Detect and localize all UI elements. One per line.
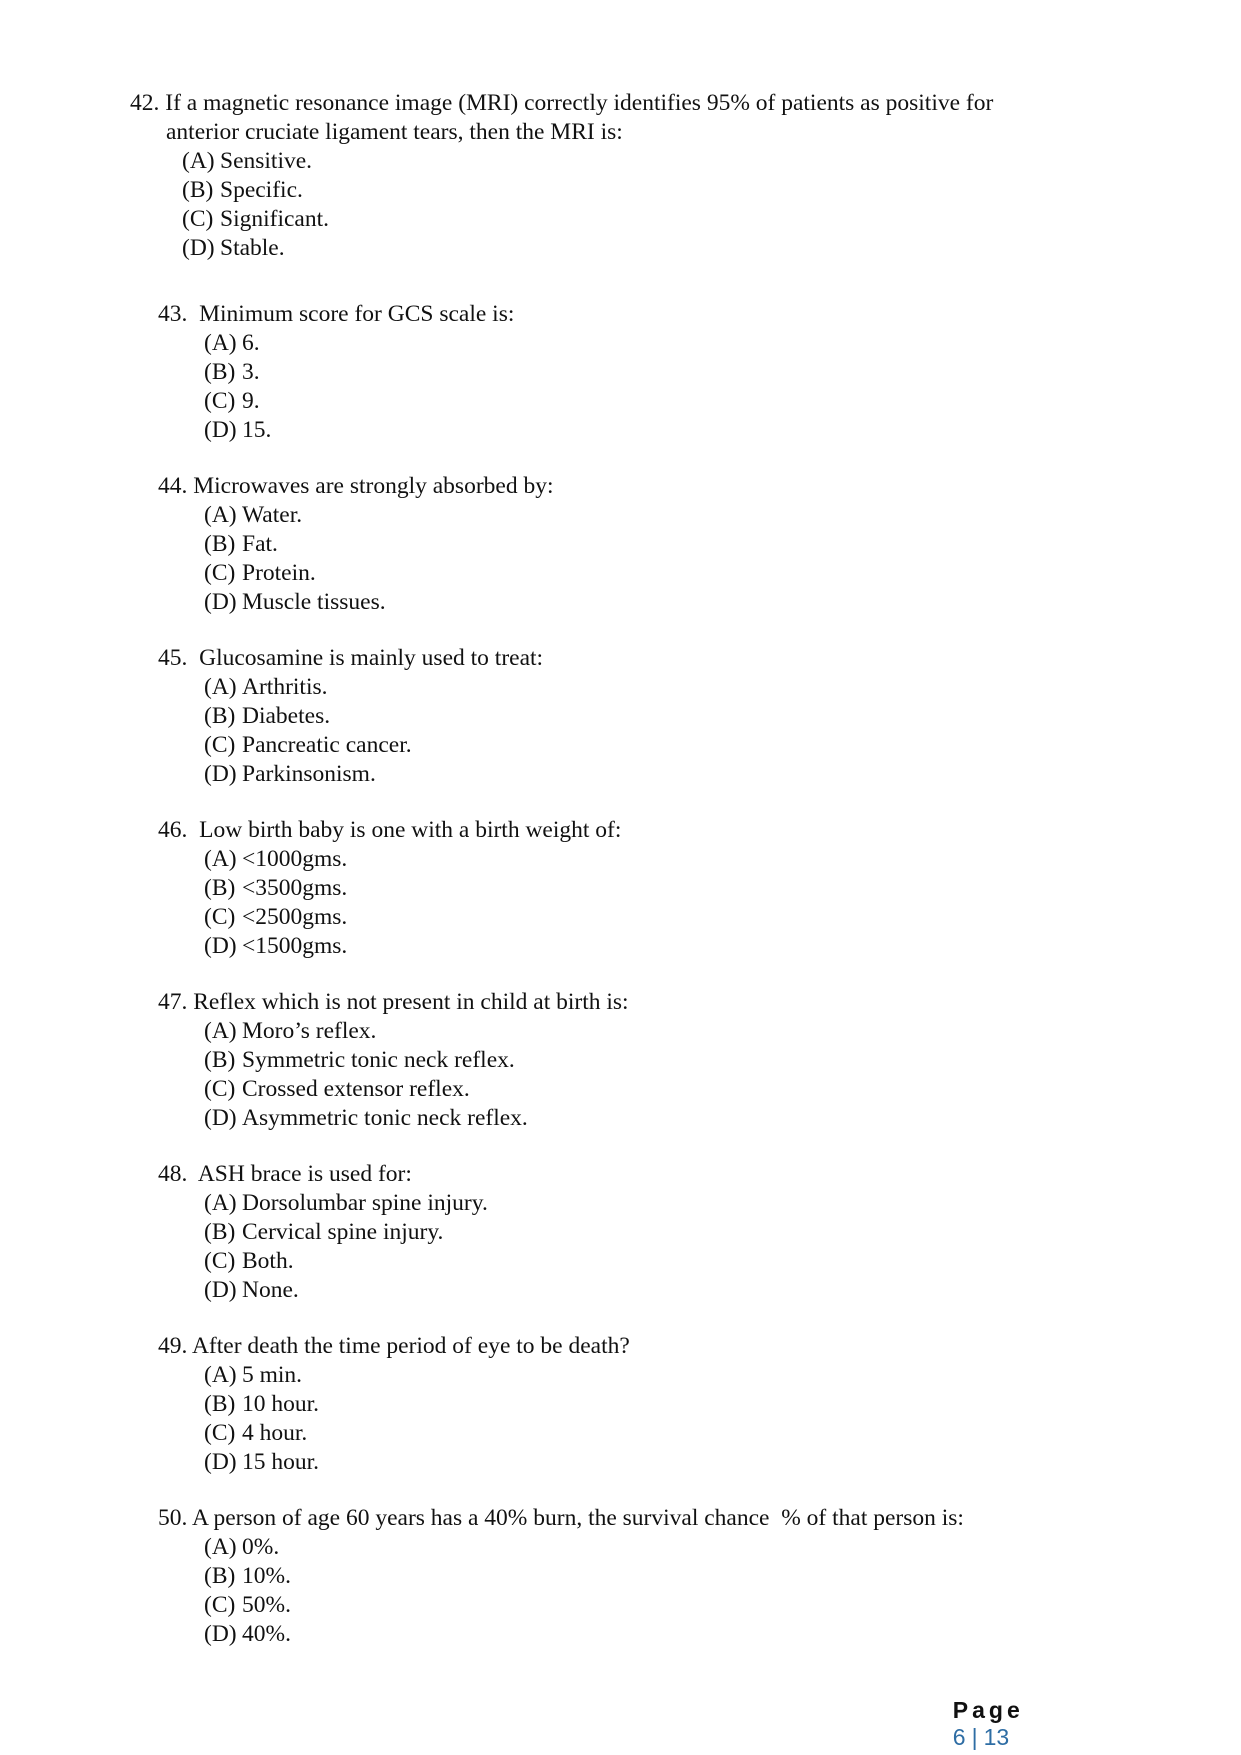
option-text: 15 hour. [242, 1449, 320, 1475]
option-text: <2500gms. [242, 904, 348, 930]
option-letter: (A) [204, 330, 237, 356]
option-letter: (A) [204, 1534, 237, 1560]
option-b [204, 1562, 964, 1591]
option-text: Stable. [220, 235, 285, 261]
option-text: 50%. [242, 1592, 291, 1618]
question-45 [158, 644, 543, 789]
option-text: Diabetes. [242, 703, 331, 729]
option-letter: (C) [204, 1592, 236, 1618]
option-letter: (C) [204, 388, 236, 414]
question-47 [158, 988, 629, 1133]
option-text: Cervical spine injury. [242, 1219, 444, 1245]
option-c [204, 387, 514, 416]
option-text: 9. [242, 388, 260, 414]
option-text: 10%. [242, 1563, 291, 1589]
option-text: Specific. [220, 177, 303, 203]
option-text: Both. [242, 1248, 294, 1274]
option-a [204, 1361, 630, 1390]
option-b [204, 702, 543, 731]
question-stem: 46. Low birth baby is one with a birth weight of: [158, 817, 622, 843]
option-letter: (B) [204, 1047, 236, 1073]
question-46 [158, 816, 621, 961]
option-c [204, 903, 621, 932]
option-text: Muscle tissues. [242, 589, 386, 615]
option-b [204, 358, 514, 387]
option-letter: (C) [204, 904, 236, 930]
option-letter: (D) [204, 1277, 237, 1303]
option-c [204, 1591, 964, 1620]
question-stem: 42. If a magnetic resonance image (MRI) correctly identifies 95% of patients as positive for [130, 90, 994, 116]
option-letter: (A) [204, 1018, 237, 1044]
option-letter: (A) [204, 502, 237, 528]
option-list [204, 845, 621, 961]
question-43 [158, 300, 514, 445]
option-letter: (C) [204, 1076, 236, 1102]
option-letter: (A) [204, 846, 237, 872]
option-d [204, 760, 543, 789]
option-text: Dorsolumbar spine injury. [242, 1190, 488, 1216]
option-a [182, 147, 993, 176]
option-list [204, 1533, 964, 1649]
option-text: Moro’s reflex. [242, 1018, 377, 1044]
option-text: 3. [242, 359, 260, 385]
question-50 [158, 1504, 964, 1649]
question-stem: 48. ASH brace is used for: [158, 1161, 412, 1187]
option-letter: (C) [182, 206, 214, 232]
option-text: Parkinsonism. [242, 761, 376, 787]
option-a [204, 1189, 488, 1218]
option-text: 15. [242, 417, 272, 443]
option-letter: (B) [204, 1563, 236, 1589]
option-list [204, 1361, 630, 1477]
option-a [204, 1533, 964, 1562]
option-text: 40%. [242, 1621, 291, 1647]
option-letter: (D) [204, 1105, 237, 1131]
option-letter: (B) [204, 531, 236, 557]
option-text: 5 min. [242, 1362, 303, 1388]
option-list [204, 329, 514, 445]
page-current: 6 [952, 1724, 966, 1750]
option-a [204, 673, 543, 702]
option-letter: (C) [204, 1248, 236, 1274]
option-list [204, 673, 543, 789]
option-letter: (C) [204, 1420, 236, 1446]
option-letter: (D) [204, 589, 237, 615]
question-49 [158, 1332, 630, 1477]
option-letter: (A) [204, 1362, 237, 1388]
question-stem: 45. Glucosamine is mainly used to treat: [158, 645, 544, 671]
option-d [204, 1448, 630, 1477]
option-text: <1500gms. [242, 933, 348, 959]
option-text: Pancreatic cancer. [242, 732, 412, 758]
option-text: Water. [242, 502, 303, 528]
option-letter: (B) [182, 177, 214, 203]
option-text: Crossed extensor reflex. [242, 1076, 470, 1102]
option-d [204, 1620, 964, 1649]
option-text: Asymmetric tonic neck reflex. [242, 1105, 528, 1131]
option-d [204, 416, 514, 445]
question-stem: 44. Microwaves are strongly absorbed by: [158, 473, 554, 499]
option-d [204, 588, 553, 617]
option-list [204, 501, 553, 617]
option-a [204, 1017, 629, 1046]
option-c [182, 205, 993, 234]
option-text: <1000gms. [242, 846, 348, 872]
option-list [204, 1189, 488, 1305]
option-c [204, 559, 553, 588]
option-c [204, 1075, 629, 1104]
option-d [204, 1104, 629, 1133]
option-c [204, 1247, 488, 1276]
option-text: Significant. [220, 206, 329, 232]
option-text: None. [242, 1277, 299, 1303]
question-stem: 43. Minimum score for GCS scale is: [158, 301, 515, 327]
option-c [204, 1419, 630, 1448]
option-letter: (A) [204, 1190, 237, 1216]
option-c [204, 731, 543, 760]
option-b [204, 1390, 630, 1419]
option-letter: (D) [204, 417, 237, 443]
option-letter: (B) [204, 703, 236, 729]
page-separator: | [971, 1724, 978, 1750]
question-stem: 47. Reflex which is not present in child at birth is: [158, 989, 629, 1015]
option-text: 0%. [242, 1534, 280, 1560]
question-48 [158, 1160, 488, 1305]
option-letter: (C) [204, 560, 236, 586]
option-letter: (B) [204, 1219, 236, 1245]
option-letter: (C) [204, 732, 236, 758]
option-letter: (D) [204, 1621, 237, 1647]
option-b [204, 874, 621, 903]
option-letter: (B) [204, 359, 236, 385]
option-text: Protein. [242, 560, 316, 586]
option-text: 6. [242, 330, 260, 356]
question-stem: 50. A person of age 60 years has a 40% burn, the survival chance % of that person is: [158, 1505, 964, 1531]
option-b [182, 176, 993, 205]
option-a [204, 501, 553, 530]
option-letter: (B) [204, 875, 236, 901]
option-letter: (B) [204, 1391, 236, 1417]
option-letter: (D) [204, 1449, 237, 1475]
option-text: 10 hour. [242, 1391, 320, 1417]
option-d [182, 234, 993, 263]
option-list [204, 1017, 629, 1133]
option-text: <3500gms. [242, 875, 348, 901]
option-b [204, 530, 553, 559]
option-letter: (A) [182, 148, 215, 174]
question-44 [158, 472, 553, 617]
option-letter: (A) [204, 674, 237, 700]
option-text: Symmetric tonic neck reflex. [242, 1047, 515, 1073]
question-42 [130, 89, 993, 263]
option-text: Fat. [242, 531, 278, 557]
option-b [204, 1046, 629, 1075]
option-text: 4 hour. [242, 1420, 308, 1446]
question-stem: 49. After death the time period of eye to be death? [158, 1333, 630, 1359]
option-letter: (D) [204, 761, 237, 787]
page-total: 13 [983, 1724, 1010, 1750]
option-text: Sensitive. [220, 148, 313, 174]
option-d [204, 932, 621, 961]
option-letter: (D) [182, 235, 215, 261]
question-stem-continued: anterior cruciate ligament tears, then the MRI is: [166, 119, 623, 145]
option-a [204, 845, 621, 874]
page-footer [940, 1670, 1024, 1751]
option-list [182, 147, 993, 263]
option-d [204, 1276, 488, 1305]
option-letter: (D) [204, 933, 237, 959]
option-a [204, 329, 514, 358]
option-b [204, 1218, 488, 1247]
page-label: Page [952, 1697, 1024, 1723]
option-text: Arthritis. [242, 674, 328, 700]
